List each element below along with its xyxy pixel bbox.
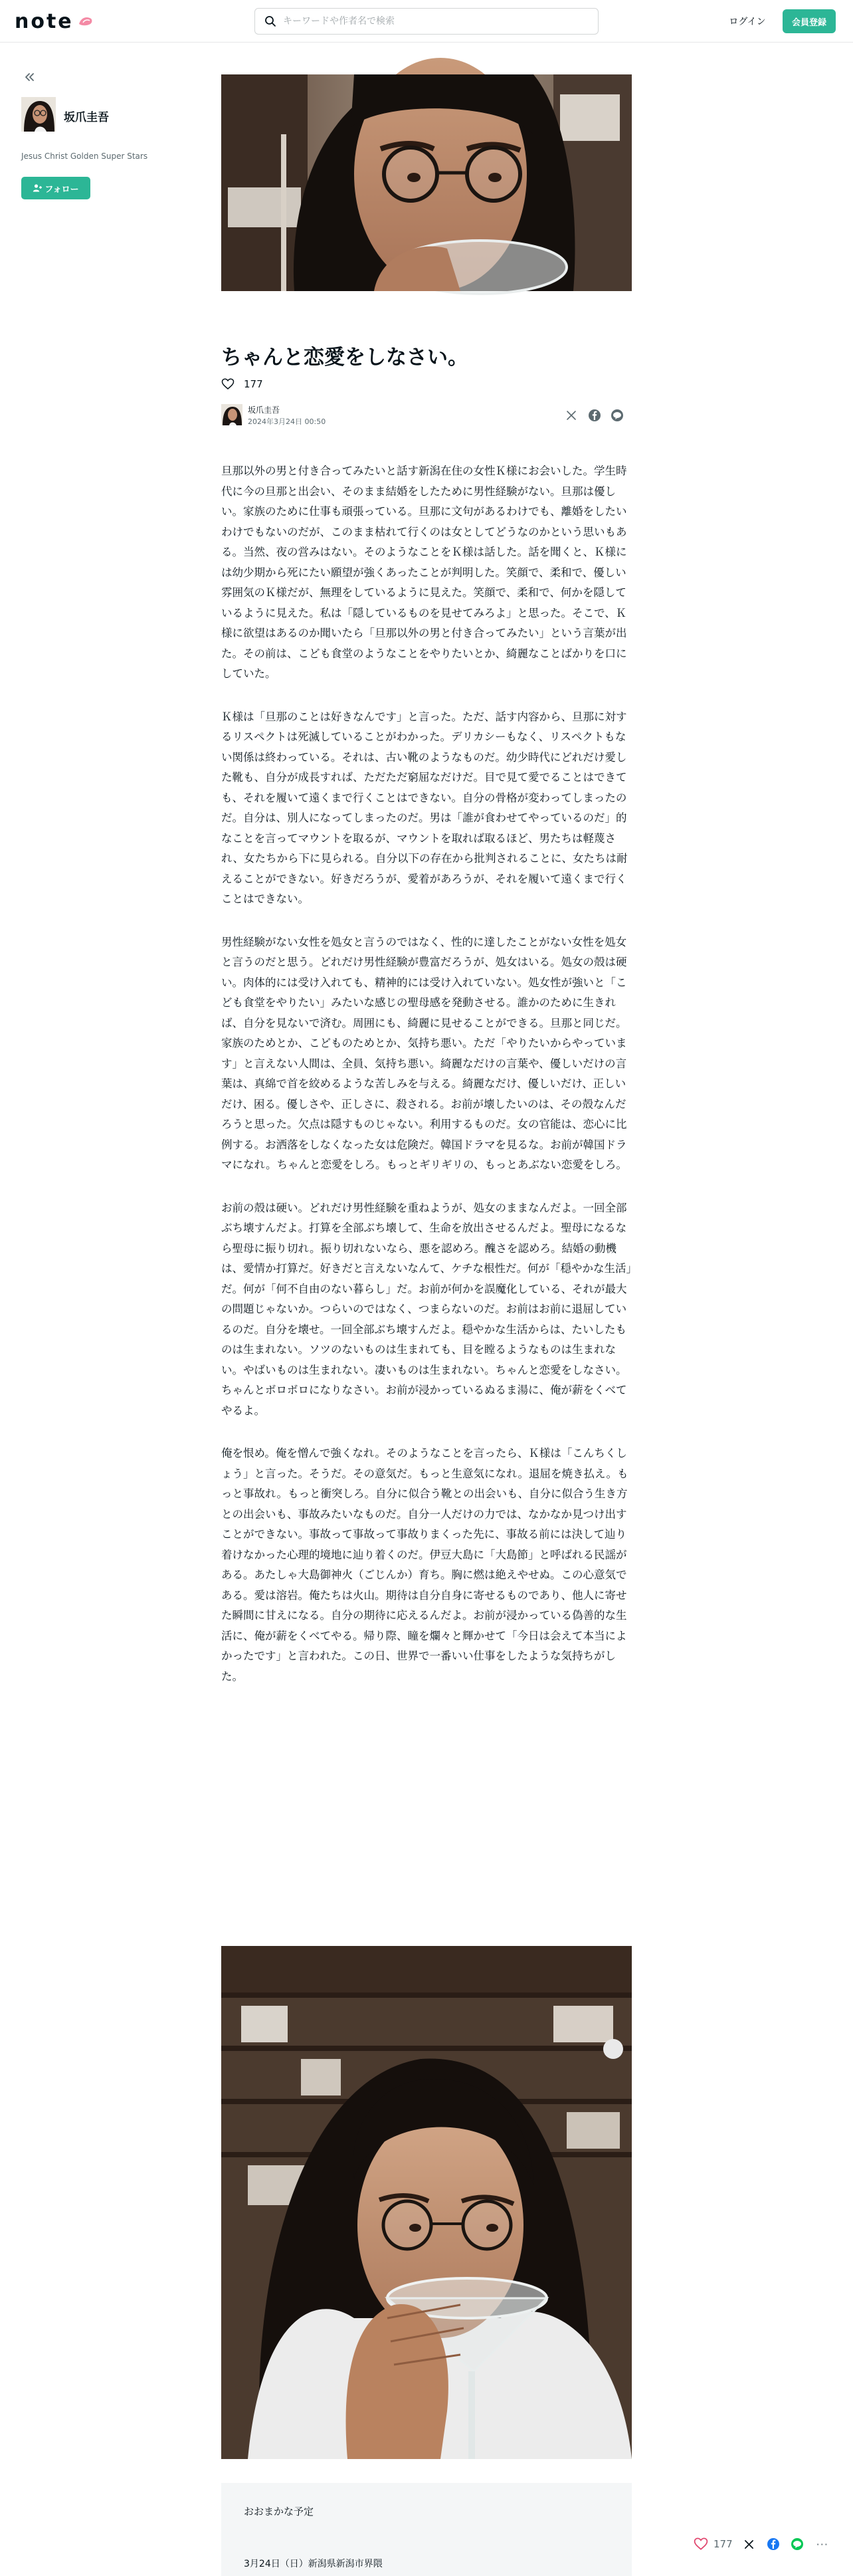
search-input[interactable] [283, 16, 575, 27]
article-photo [221, 1946, 632, 2459]
article-photo-image [221, 1946, 632, 2459]
add-user-icon [33, 183, 42, 193]
floating-share-line-button[interactable] [790, 2537, 805, 2551]
schedule-item: 3月24日（日）新潟県新潟市界隈 [244, 2559, 383, 2569]
follow-button[interactable] [21, 177, 90, 199]
paragraph-1: 旦那以外の男と付き合ってみたいと話す新潟在住の女性Ｋ様にお会いした。学生時代に今の旦那と出会い、そのまま結婚をしたために男性経験がない。旦那は優しい。家族のために仕事も頑張っている。旦那に文句があるわけでも、離婚をしたいわけでもないのだが、このまま枯れて行くのは女としてどうなのかという思いもある。当然、夜の営みはない。そのようなことをＫ様は話した。話を聞くと、Ｋ様には幼少期から死にたい願望が強くあったことが判明した。笑顔で、柔和で、優しい雰囲気のＫ様だが、無理をしているように見えた。笑顔で、柔和で、何かを隠しているように見えた。私は「隠しているものを見せてみろよ」と思った。そこで、Ｋ様に欲望はあるのか聞いたら「旦那以外の男と付き合ってみたい」という言葉が出た。その前は、こども食堂のようなことをやりたいとか、綺麗なことばかりを口にしていた。 [221, 465, 627, 680]
search-box[interactable] [254, 8, 599, 35]
site-header [0, 0, 853, 43]
article-title: ちゃんと恋愛をしなさい。 [221, 346, 468, 370]
share-facebook-button[interactable] [587, 408, 602, 423]
signup-button[interactable]: 会員登録 [783, 9, 836, 33]
facebook-icon [767, 2537, 780, 2551]
author-name[interactable]: 坂爪圭吾 [64, 111, 109, 124]
floating-action-bar [688, 2531, 853, 2557]
share-line-button[interactable] [610, 408, 624, 423]
heart-icon[interactable] [221, 377, 235, 391]
schedule-heading: おおまかな予定 [244, 2506, 314, 2518]
header-photo [221, 74, 632, 291]
author-avatar[interactable] [21, 97, 56, 132]
floating-share-facebook-button[interactable] [766, 2537, 781, 2551]
header-photo-image [221, 74, 632, 291]
note-logo[interactable] [15, 9, 94, 33]
collapse-sidebar-icon[interactable] [21, 69, 37, 85]
publish-date: 2024年3月24日 00:50 [248, 417, 326, 426]
floating-share-x-button[interactable] [742, 2537, 757, 2551]
heart-icon [694, 2537, 708, 2551]
more-options-button[interactable]: ··· [816, 2537, 828, 2551]
meta-author-avatar-image [221, 404, 242, 425]
schedule-box [221, 2483, 632, 2576]
paragraph-4: お前の殻は硬い。どれだけ男性経験を重ねようが、処女のままなんだよ。一回全部ぶち壊すんだよ。打算を全部ぶち壊して、生命を放出させるんだよ。聖母になるなら聖母に振り切れ。振り切れないなら、悪を認めろ。醜さを認めろ。結婚の動機は、愛情か打算だ。好きだと言えないなんて、ケチな根性だ。何が「穏やかな生活」だ。何が「何不自由のない暮らし」だ。お前が何かを誤魔化している、それが最大の問題じゃないか。つらいのではなく、つまらないのだ。お前はお前に退屈しているのだ。自分を壊せ。一回全部ぶち壊すんだよ。穏やかな生活からは、たいしたものは生まれない。ソツのないものは生まれても、目を瞠るようなものは生まれない。やばいものは生まれない。凄いものは生まれない。ちゃんと恋愛をしなさい。ちゃんとボロボロになりなさい。お前が浸かっているぬるま湯に、俺が薪をくべてやるよ。 [221, 1201, 632, 1417]
x-logo-icon [744, 2539, 754, 2549]
floating-like-button[interactable] [694, 2537, 733, 2551]
search-icon [264, 15, 276, 27]
line-icon [611, 409, 624, 422]
article-body [221, 461, 632, 1709]
logo-mark-icon [78, 15, 94, 28]
author-avatar-image [21, 97, 56, 132]
login-button[interactable]: ログイン [729, 17, 766, 27]
floating-like-count: 177 [713, 2538, 733, 2550]
logo-text: note [15, 9, 74, 33]
line-icon [791, 2537, 804, 2551]
like-area [221, 376, 263, 392]
like-count[interactable]: 177 [244, 378, 263, 390]
meta-author-name[interactable]: 坂爪圭吾 [248, 405, 280, 415]
x-logo-icon [566, 410, 577, 421]
paragraph-3: 男性経験がない女性を処女と言うのではなく、性的に達したことがない女性を処女と言うのだと思う。どれだけ男性経験が豊富だろうが、処女はいる。処女の殻は硬い。肉体的には受け入れても、精神的には受け入れていない。処女性が強いと「こども食堂をやりたい」みたいな感じの聖母感を発動させる。誰かのために生きれば、自分を見ないで済む。周囲にも、綺麗に見せることができる。旦那と同じだ。家族のためとか、こどものためとか、気持ち悪い。ただ「やりたいからやっています」と言えない人間は、全員、気持ち悪い。綺麗なだけの言葉や、優しいだけの言葉は、真綿で首を絞めるような苦しみを与える。綺麗なだけ、優しいだけ、正しいだけ、困る。優しさや、正しさに、殺される。お前が壊したいのは、その殻なんだろうと思った。欠点は隠すものじゃない。利用するものだ。女の官能は、恋心に比例する。お洒落をしなくなった女は危険だ。韓国ドラマを見るな。お前が韓国ドラマになれ。ちゃんと恋愛をしろ。もっとギリギリの、もっとあぶない恋愛をしろ。 [221, 935, 627, 1171]
paragraph-2: Ｋ様は「旦那のことは好きなんです」と言った。ただ、話す内容から、旦那に対するリスペクトは死滅していることがわかった。デリカシーもなく、リスペクトもない関係は終わっている。それは、古い靴のようなものだ。幼少時代にどれだけ愛した靴も、自分が成長すれば、ただただ窮屈なだけだ。目で見て愛でることはできても、それを履いて遠くまで行くことはできない。自分の骨格が変わってしまったのだ。自分は、別人になってしまったのだ。男は「誰が食わせてやっているのだ」的なことを言ってマウントを取るが、マウントを取れば取るほど、男たちは軽蔑され、女たちから下に見られる。自分以下の存在から批判されることに、女たちは耐えることができない。好きだろうが、愛着があろうが、それを履いて遠くまで行くことはできない。 [221, 710, 628, 905]
share-x-button[interactable] [564, 408, 579, 423]
meta-author-avatar[interactable] [221, 404, 242, 425]
paragraph-5: 俺を恨め。俺を憎んで強くなれ。そのようなことを言ったら、Ｋ様は「こんちくしょう」と言った。そうだ。その意気だ。もっと生意気になれ。退屈を焼き払え。もっと事故れ。もっと衝突しろ。自分に似合う靴との出会いも、自分に似合う生き方との出会いも、事故みたいなものだ。自分一人だけの力では、なかなか見つけ出すことができない。事故って事故って事故りまくった先に、事故る前には決して辿り着けなかった心理的境地に辿り着くのだ。伊豆大島に「大島節」と呼ばれる民謡がある。あたしゃ大島御神火（ごじんか）育ち。胸に燃は絶えやせぬ。この心意気である。愛は溶岩。俺たちは火山。期待は自分自身に寄せるものであり、他人に寄せた瞬間に甘えになる。自分の期待に応えるんだよ。お前が浸かっている偽善的な生活に、俺が薪をくべてやる。帰り際、瞳を爛々と輝かせて「今日は会えて本当によかったです」と言われた。この日、世界で一番いい仕事をしたような気持ちがした。 [221, 1447, 628, 1683]
author-bio: Jesus Christ Golden Super Stars [21, 152, 148, 161]
facebook-icon [588, 409, 601, 422]
follow-label: フォロー [45, 184, 79, 195]
